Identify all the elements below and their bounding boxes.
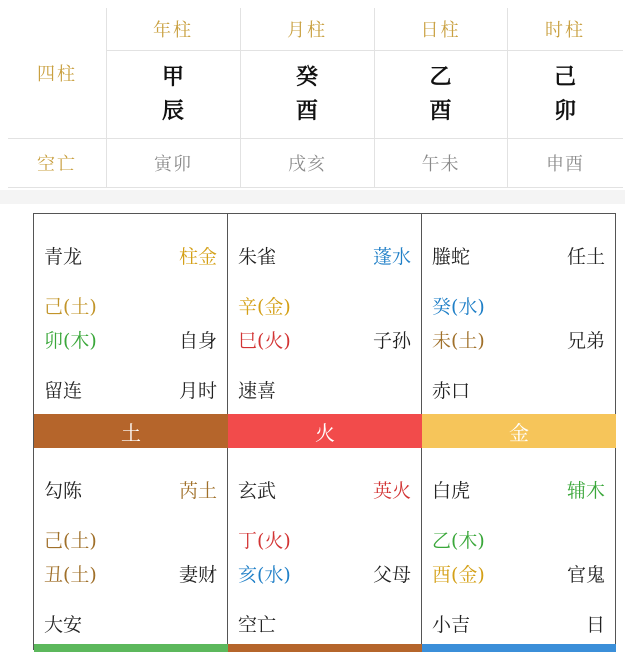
pillar-day (374, 50, 507, 138)
pillar-day-branch: 酉 (429, 98, 452, 124)
palace-god: 青龙 (44, 246, 83, 268)
palace-grid (33, 213, 616, 650)
palace-name: 速喜 (238, 380, 277, 402)
palace-star: 英火 (372, 480, 411, 502)
palace-god: 朱雀 (238, 246, 277, 268)
palace-stem: 己(土) (44, 530, 97, 552)
palace-cell-3[interactable] (422, 214, 616, 414)
palace-name: 赤口 (432, 380, 471, 402)
four-pillars-table (8, 8, 623, 188)
palace-cell-1[interactable] (34, 214, 228, 414)
palace-cell-5[interactable] (228, 448, 422, 644)
column-header-month: 月柱 (287, 20, 327, 41)
palace-star: 蓬水 (372, 246, 411, 268)
palace-star: 任土 (566, 246, 605, 268)
element-band-1: 土 (34, 414, 228, 448)
pillar-year (106, 50, 240, 138)
palace-star: 辅木 (566, 480, 605, 502)
palace-cell-6[interactable] (422, 448, 616, 644)
palace-god: 勾陈 (44, 480, 83, 502)
element-band-5 (228, 644, 422, 652)
element-band-2: 火 (228, 414, 422, 448)
kongwang-day: 午未 (421, 153, 460, 175)
palace-god: 螣蛇 (432, 246, 471, 268)
palace-branch: 亥(水) (238, 564, 291, 586)
palace-star: 芮土 (178, 480, 217, 502)
palace-cell-4[interactable] (34, 448, 228, 644)
palace-branch: 未(土) (432, 330, 485, 352)
palace-relation: 自身 (178, 330, 217, 352)
palace-name: 小吉 (432, 614, 471, 636)
column-header-hour: 时柱 (545, 20, 585, 41)
pillar-day-stem: 乙 (429, 64, 452, 90)
palace-name: 空亡 (238, 614, 277, 636)
column-header-year: 年柱 (153, 20, 193, 41)
palace-relation: 兄弟 (566, 330, 605, 352)
palace-relation: 官鬼 (566, 564, 605, 586)
row-label-four-pillars: 四柱 (37, 64, 77, 85)
palace-stem: 辛(金) (238, 296, 291, 318)
palace-note: 月时 (178, 380, 217, 402)
palace-relation: 父母 (372, 564, 411, 586)
palace-branch: 巳(火) (238, 330, 291, 352)
palace-note: 日 (585, 614, 605, 636)
pillar-month-stem: 癸 (295, 64, 318, 90)
palace-stem: 丁(火) (238, 530, 291, 552)
palace-branch: 酉(金) (432, 564, 485, 586)
element-band-3: 金 (422, 414, 616, 448)
palace-stem: 己(土) (44, 296, 97, 318)
palace-name: 留连 (44, 380, 83, 402)
palace-cell-2[interactable] (228, 214, 422, 414)
element-band-4 (34, 644, 228, 652)
kongwang-year: 寅卯 (154, 153, 192, 175)
column-header-day: 日柱 (420, 20, 461, 41)
section-divider (0, 190, 625, 204)
pillar-hour-stem: 己 (553, 64, 576, 90)
row-label-kongwang: 空亡 (37, 153, 77, 175)
pillar-month-branch: 酉 (295, 98, 318, 124)
palace-stem: 癸(水) (432, 296, 485, 318)
palace-relation: 子孙 (372, 330, 411, 352)
palace-star: 柱金 (178, 246, 217, 268)
pillar-year-stem: 甲 (161, 64, 184, 90)
palace-relation: 妻财 (178, 564, 217, 586)
pillar-year-branch: 辰 (161, 98, 184, 124)
palace-god: 玄武 (238, 480, 277, 502)
pillar-hour (507, 50, 623, 138)
pillar-hour-branch: 卯 (553, 98, 576, 124)
kongwang-month: 戌亥 (288, 153, 326, 175)
pillar-month (240, 50, 374, 138)
palace-branch: 卯(木) (44, 330, 97, 352)
palace-god: 白虎 (432, 480, 471, 502)
palace-branch: 丑(土) (44, 564, 97, 586)
element-band-6 (422, 644, 616, 652)
palace-name: 大安 (44, 614, 83, 636)
kongwang-hour: 申酉 (546, 153, 584, 175)
palace-stem: 乙(木) (432, 530, 485, 552)
